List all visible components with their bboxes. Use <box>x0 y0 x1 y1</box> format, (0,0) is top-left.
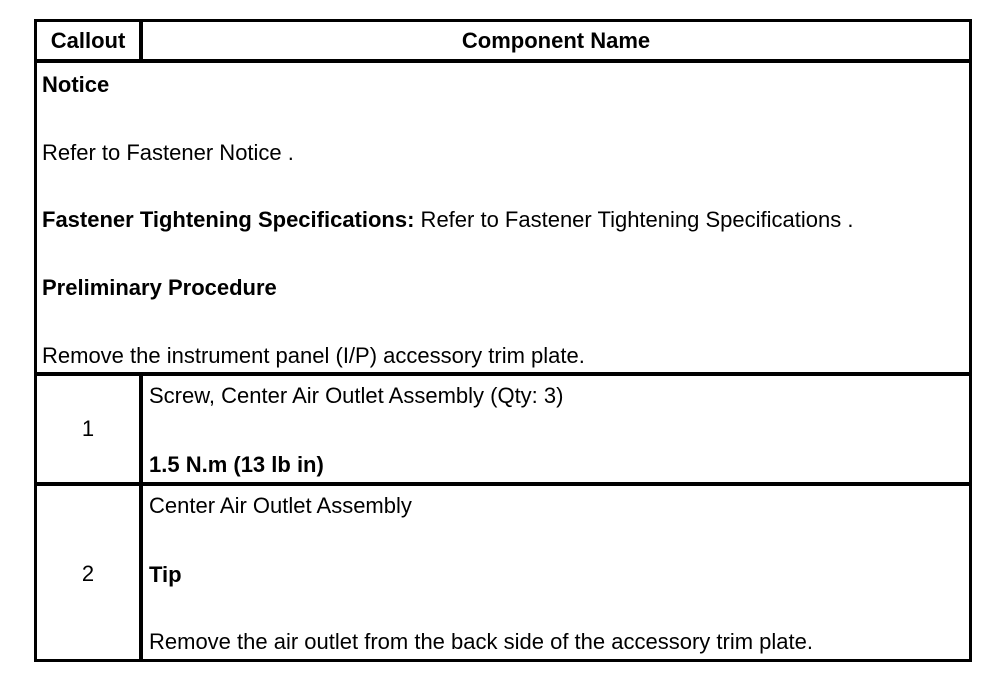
component-table <box>34 19 972 662</box>
fastener-spec-label: Fastener Tightening Specifications: <box>42 207 415 232</box>
tip-heading: Tip <box>149 562 182 587</box>
component-cell <box>143 376 969 486</box>
torque-spec: 1.5 N.m (13 lb in) <box>149 452 324 477</box>
notice-text: Refer to Fastener Notice . <box>42 140 294 165</box>
component-cell <box>143 486 969 662</box>
column-header-callout: Callout <box>37 22 143 63</box>
callout-number: 2 <box>37 486 143 662</box>
procedure-notes <box>37 63 969 376</box>
tip-text: Remove the air outlet from the back side of the accessory trim plate. <box>149 629 813 654</box>
fastener-spec-text: Refer to Fastener Tightening Specifications . <box>414 207 854 232</box>
preliminary-procedure-text: Remove the instrument panel (I/P) accessory trim plate. <box>42 343 585 368</box>
column-header-component-name: Component Name <box>143 22 969 63</box>
notice-heading: Notice <box>42 72 110 97</box>
component-name: Center Air Outlet Assembly <box>149 493 412 518</box>
fastener-spec-line <box>42 207 853 233</box>
component-name: Screw, Center Air Outlet Assembly (Qty: 3) <box>149 383 564 408</box>
preliminary-procedure-heading: Preliminary Procedure <box>42 275 277 300</box>
callout-number: 1 <box>37 376 143 486</box>
